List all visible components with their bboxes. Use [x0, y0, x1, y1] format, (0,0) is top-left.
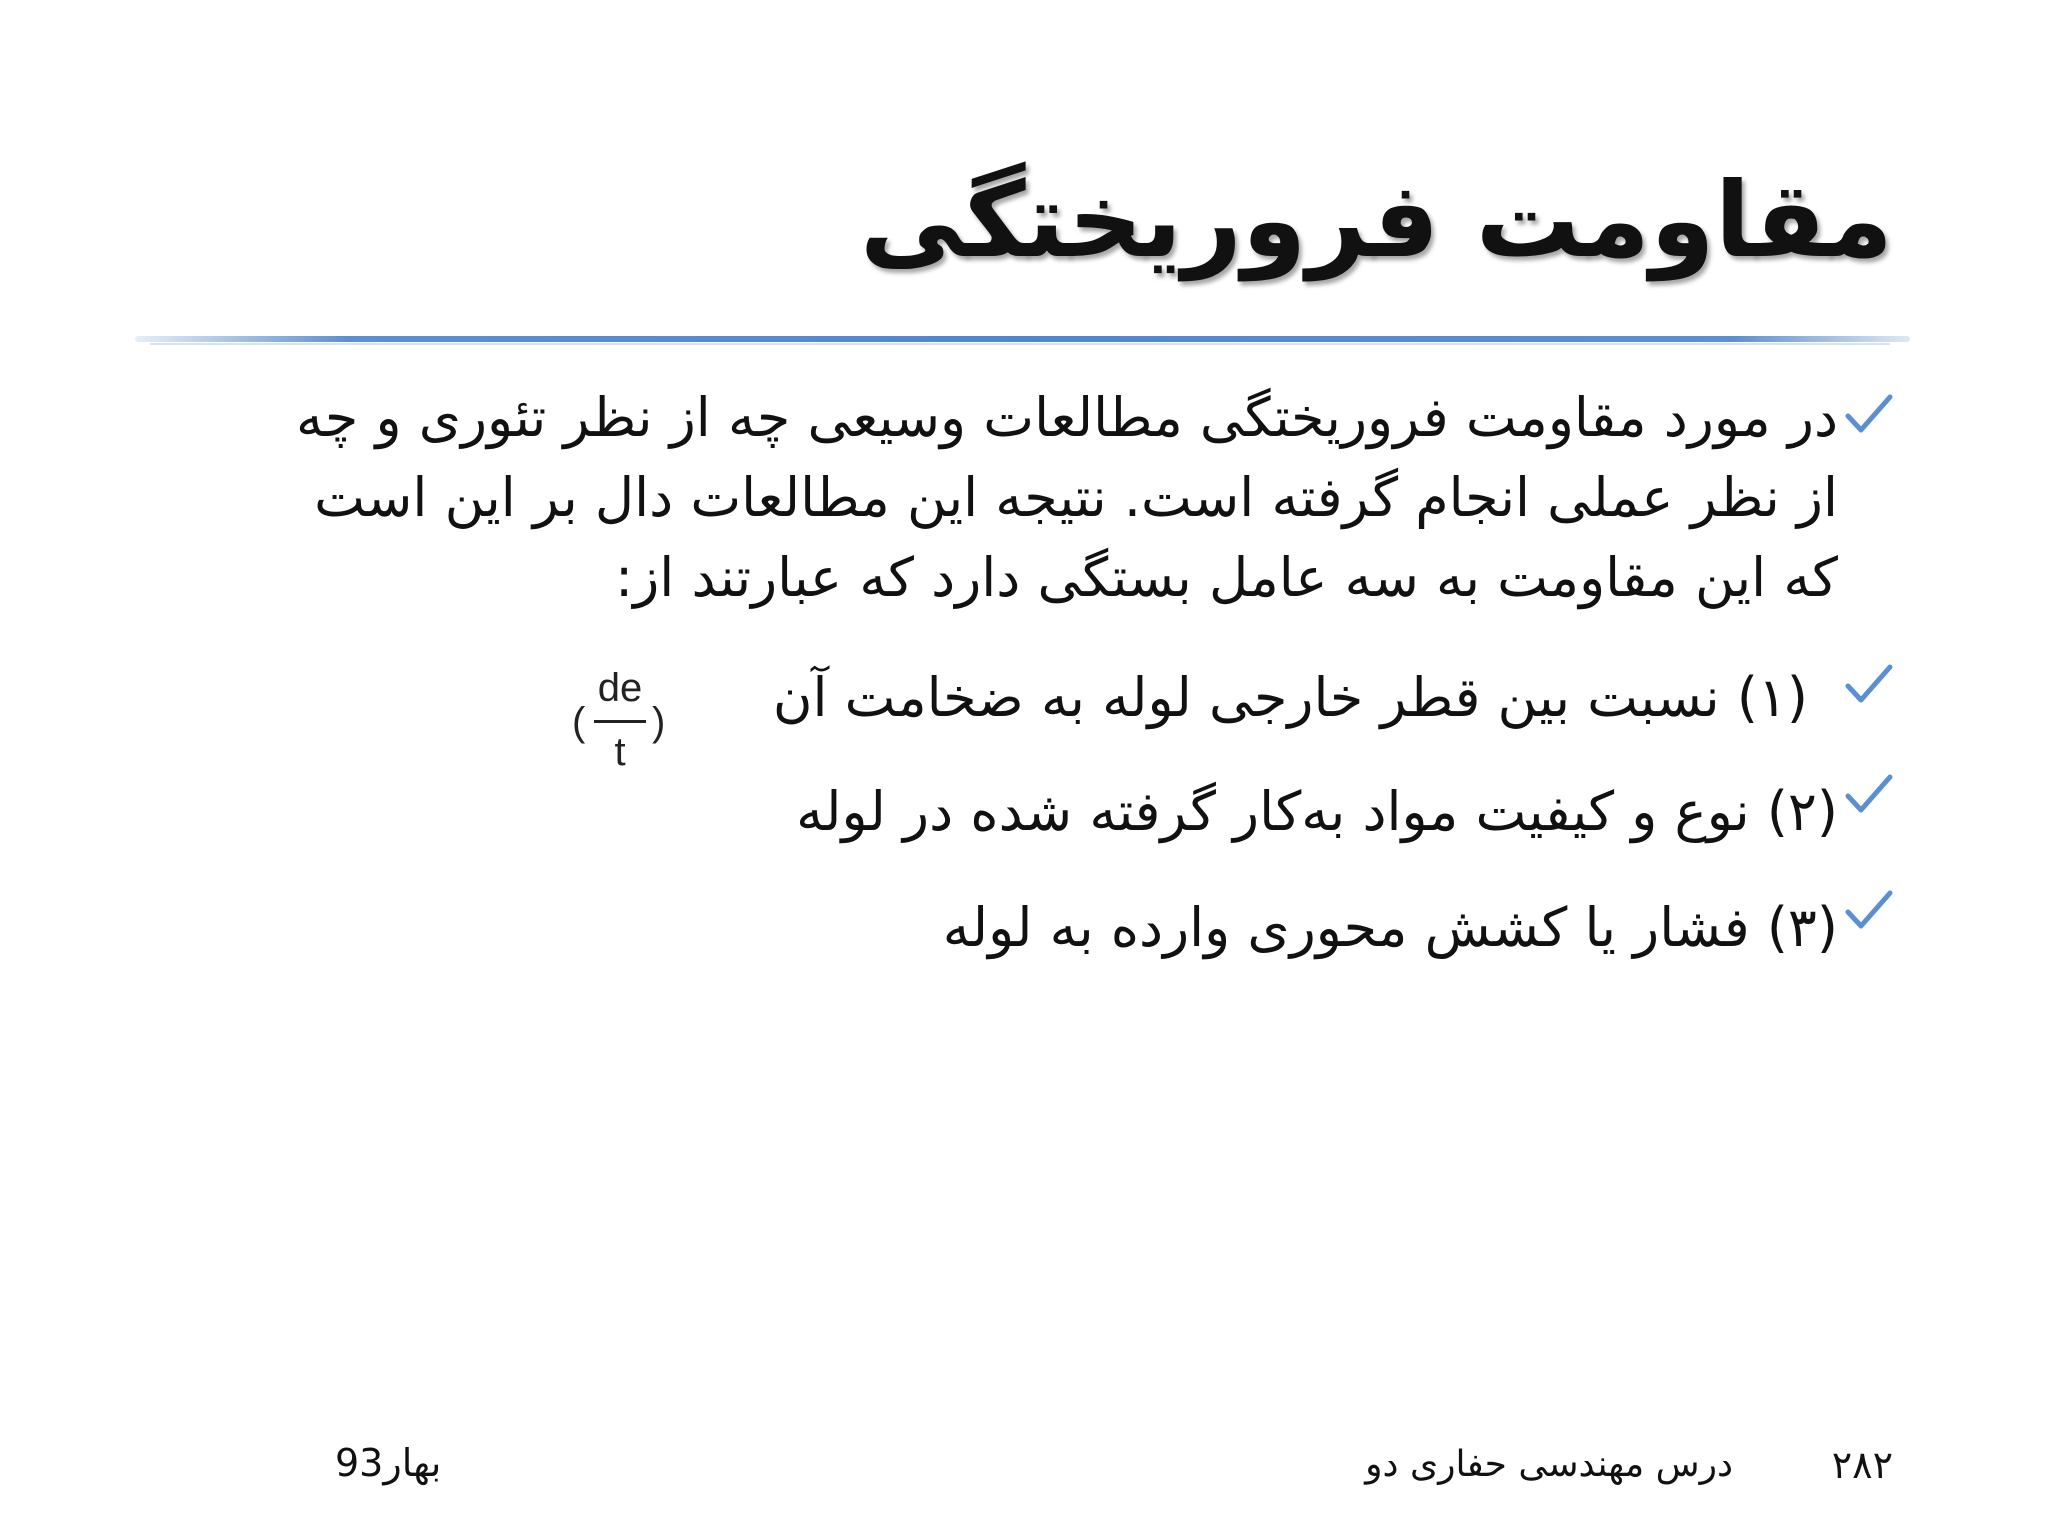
checkmark-icon [1845, 888, 1893, 936]
term-label: بهار93 [335, 1441, 442, 1485]
page-number: ۲۸۲ [1831, 1443, 1893, 1487]
formula-close-paren: ) [652, 700, 666, 744]
slide-title: مقاومت فروریختگی [859, 159, 1893, 281]
diameter-thickness-ratio-formula [570, 662, 670, 792]
formula-denominator: t [614, 730, 626, 774]
checkmark-icon [1845, 392, 1893, 440]
intro-paragraph [188, 378, 1838, 618]
intro-line: که این مقاومت به سه عامل بستگی دارد که عبارتند از: [615, 546, 1838, 609]
checkmark-icon [1845, 662, 1893, 710]
course-name: درس مهندسی حفاری دو [1365, 1444, 1733, 1485]
checkmark-icon [1845, 772, 1893, 820]
intro-line: در مورد مقاومت فروریختگی مطالعات وسیعی چه از نظر تئوری و چه [295, 386, 1838, 449]
formula-open-paren: ( [572, 700, 586, 744]
formula-numerator: de [597, 666, 643, 710]
formula-fraction-bar [594, 720, 646, 723]
title-divider-shadow [150, 343, 1890, 345]
list-item: (۲) نوع و کیفیت مواد به‌کار گرفته شده در لوله [796, 780, 1838, 843]
intro-line: از نظر عملی انجام گرفته است. نتیجه این مطالعات دال بر این است [314, 466, 1838, 529]
list-item: (۱) نسبت بین قطر خارجی لوله به ضخامت آن [772, 666, 1808, 729]
list-item: (۳) فشار یا کشش محوری وارده به لوله [942, 896, 1838, 959]
title-divider [135, 336, 1910, 342]
